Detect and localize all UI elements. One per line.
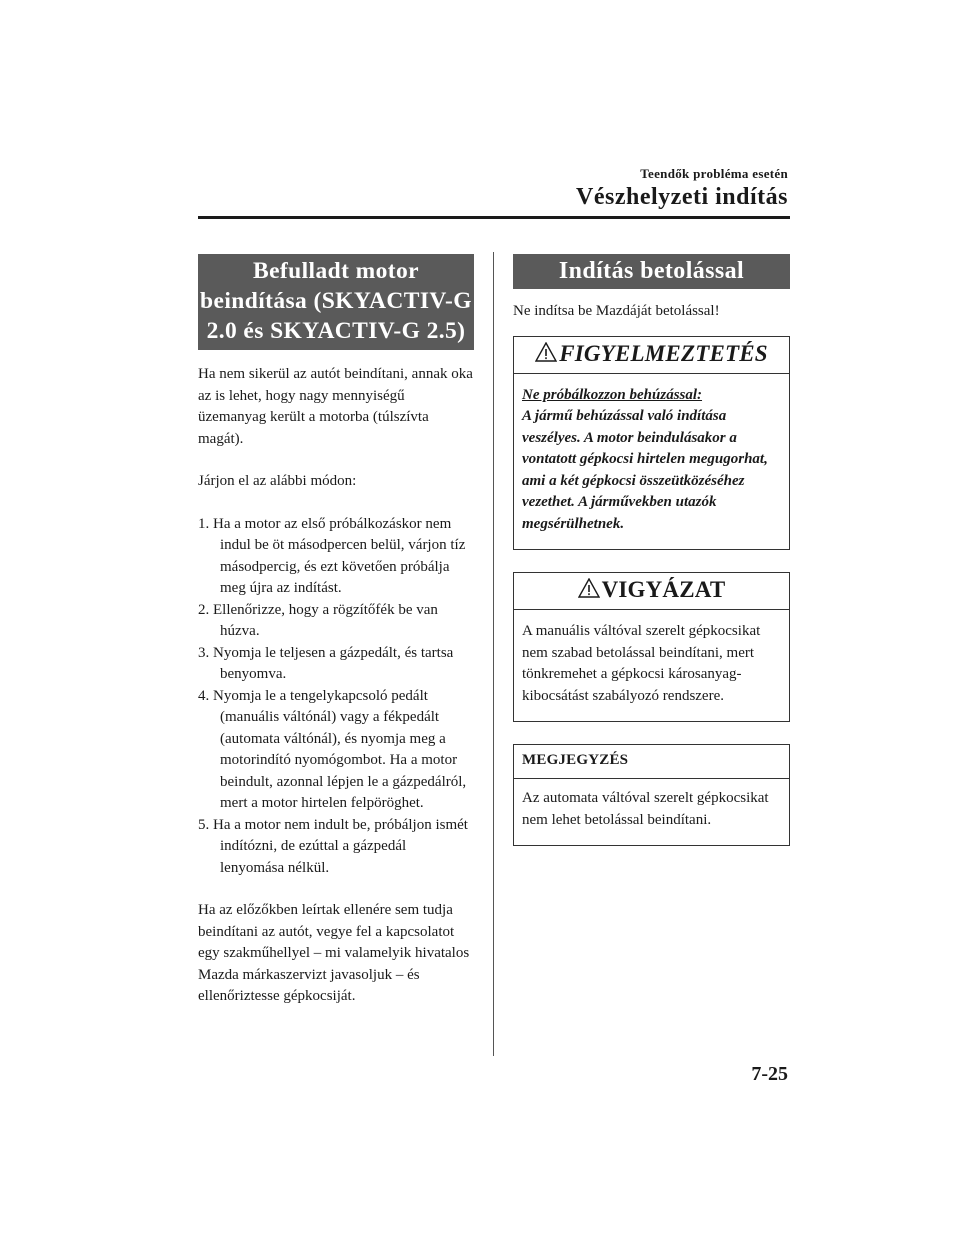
step-item: 1. Ha a motor az első próbálkozáskor nem indul be öt másodpercen belül, várjon tíz másodpercig, és ezt követően próbálja meg újra az indítást. xyxy=(198,515,466,596)
right-column xyxy=(513,254,790,846)
warning-triangle-icon xyxy=(535,342,557,362)
closing-paragraph: Ha az előzőkben leírtak ellenére sem tudja beindítani az autót, vegye fel a kapcsolatot egy szakműhellyel – mi valamelyik hivatalos Mazda márkaszervizt javasoljuk – és ellenőriztesse gépkocsiját. xyxy=(198,902,470,1004)
column-divider xyxy=(493,252,494,1056)
left-column xyxy=(198,254,474,1008)
caution-triangle-icon xyxy=(578,578,600,598)
header-rule xyxy=(198,216,790,219)
warning-title-text: FIGYELMEZTETÉS xyxy=(559,340,768,366)
caution-title-text: VIGYÁZAT xyxy=(601,577,726,602)
warning-text: A jármű behúzással való indítása veszélyes. A motor beindulásakor a vontatott gépkocsi hirtelen megugorhat, ami a két gépkocsi összeütközéséhez vezethet. A járművekben utazók megsérülhetnek. xyxy=(522,408,768,532)
instruction-paragraph: Járjon el az alábbi módon: xyxy=(198,473,357,489)
step-item: 5. Ha a motor nem indult be, próbáljon ismét indítózni, de ezúttal a gázpedál lenyomása nélkül. xyxy=(198,816,468,876)
caution-body: A manuális váltóval szerelt gépkocsikat nem szabad betolással beindítani, mert tönkremehet a gépkocsi károsanyag-kibocsátást szabályozó rendszere. xyxy=(522,623,761,704)
note-box xyxy=(513,744,790,846)
page-number: 7-25 xyxy=(751,1063,788,1085)
warning-body xyxy=(514,374,789,550)
step-item: 2. Ellenőrizze, hogy a rögzítőfék be van húzva. xyxy=(198,601,438,639)
caution-box xyxy=(513,572,790,722)
section-label: Teendők probléma esetén xyxy=(640,166,788,181)
section-heading-push-start: Indítás betolással xyxy=(513,254,790,289)
page-title: Vészhelyzeti indítás xyxy=(576,184,788,210)
note-body: Az automata váltóval szerelt gépkocsikat nem lehet betolással beindítani. xyxy=(522,790,769,828)
warning-title xyxy=(514,337,789,374)
caution-title xyxy=(514,573,789,610)
note-title: MEGJEGYZÉS xyxy=(514,745,789,779)
step-item: 3. Nyomja le teljesen a gázpedált, és tartsa benyomva. xyxy=(198,644,454,682)
warning-box xyxy=(513,336,790,551)
intro-paragraph: Ha nem sikerül az autót beindítani, annak oka az is lehet, hogy nagy mennyiségű üzemanyag került a motorba (túlszívta magát). xyxy=(198,366,473,447)
steps-list xyxy=(198,514,474,880)
section-heading-flooded-engine: Befulladt motor beindítása (SKYACTIV-G 2.0 és SKYACTIV-G 2.5) xyxy=(198,254,474,350)
step-item: 4. Nyomja le a tengelykapcsoló pedált (manuális váltónál) vagy a fékpedált (automata váltónál), és nyomja meg a motorindító nyomógombot. Ha a motor beindult, azonnal lépjen le a gázpedálról, mert a motor hirtelen felpöröghet. xyxy=(198,687,467,811)
push-start-intro: Ne indítsa be Mazdáját betolással! xyxy=(513,303,720,319)
warning-lead: Ne próbálkozzon behúzással: xyxy=(522,386,703,403)
